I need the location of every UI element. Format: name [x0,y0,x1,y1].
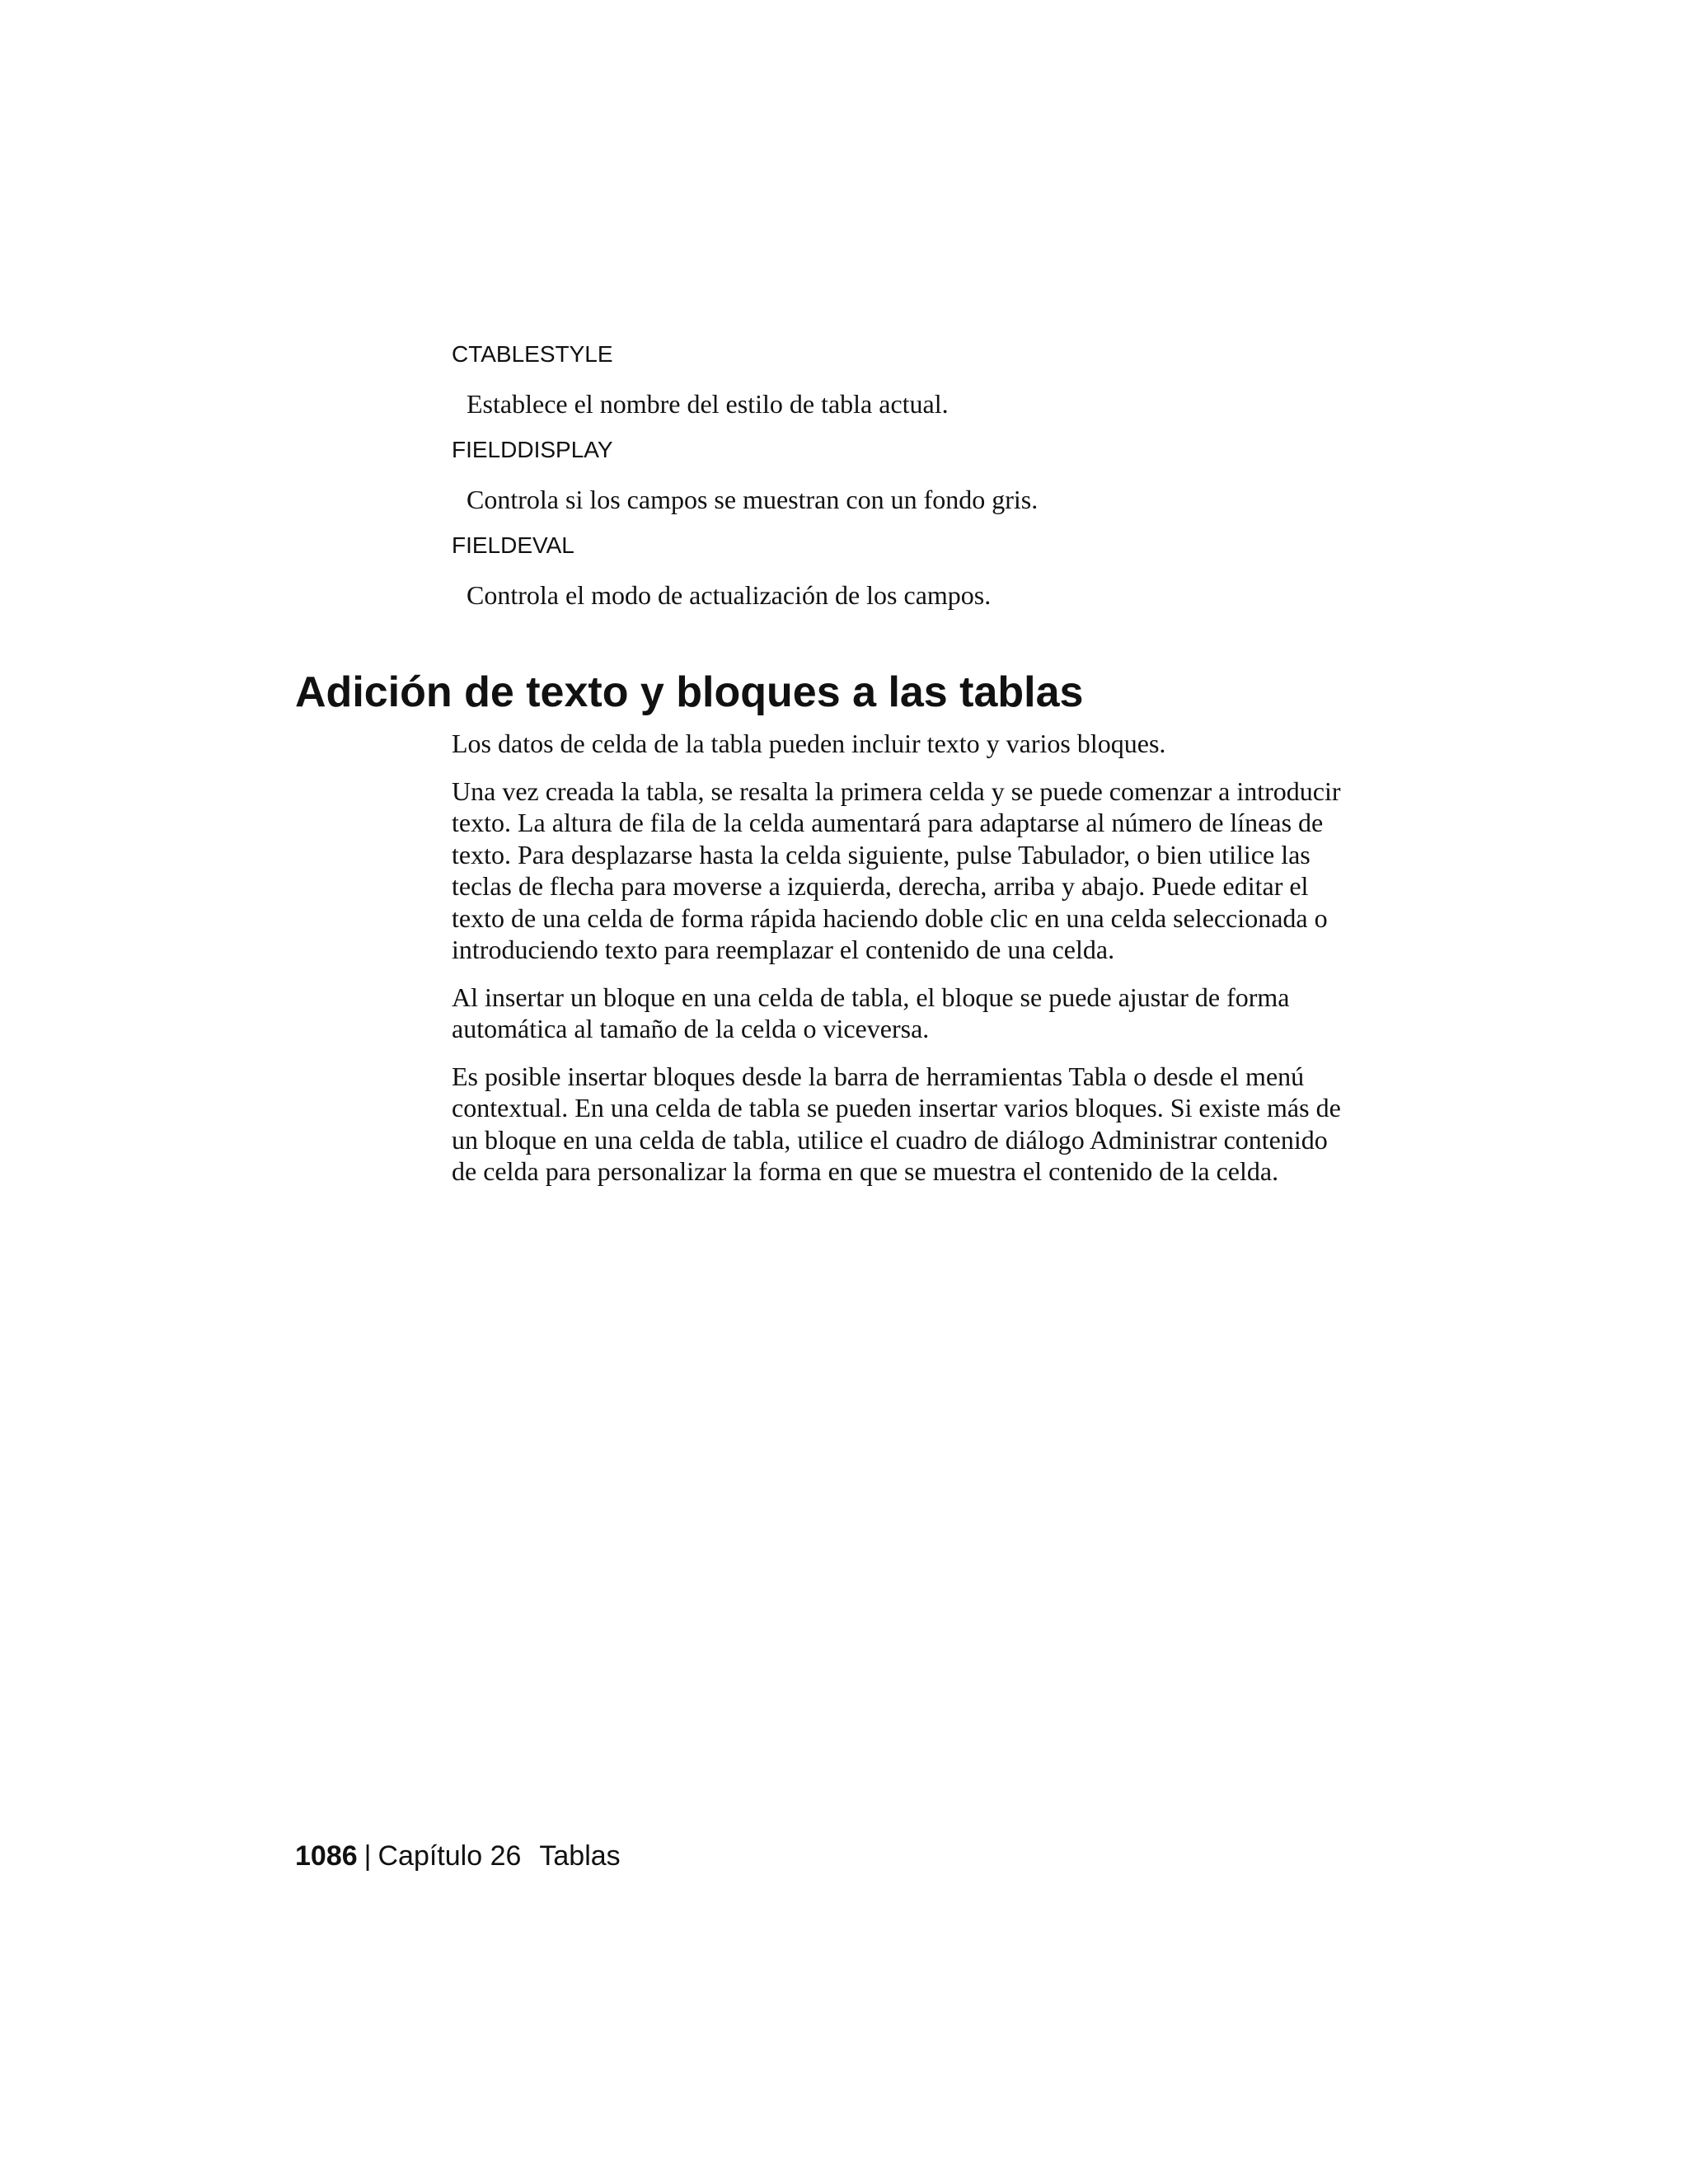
sysvar-description: Controla el modo de actualización de los campos. [467,580,992,610]
chapter-label: Capítulo 26 [377,1840,522,1872]
body-paragraph: Es posible insertar bloques desde la barra de herramientas Tabla o desde el menú contextual. En una celda de tabla se pueden insertar varios bloques. Si existe más de un bloque en una celda de tabla, utilice el cuadro de diálogo Administrar contenido de celda para personalizar la forma en que se muestra el contenido de la celda. [452,1061,1341,1186]
chapter-title: Tablas [539,1840,621,1872]
sysvar-name: CTABLESTYLE [452,341,613,367]
sysvar-description: Establece el nombre del estilo de tabla actual. [467,389,949,419]
page-number: 1086 [295,1840,358,1872]
sysvar-description: Controla si los campos se muestran con un fondo gris. [467,485,1039,514]
sysvar-name: FIELDDISPLAY [452,437,613,462]
body-paragraph: Los datos de celda de la tabla pueden incluir texto y varios bloques. [452,729,1166,758]
section-body [452,728,1342,1203]
footer-separator: | [363,1840,372,1872]
system-variables-list [452,340,1358,626]
body-paragraph: Al insertar un bloque en una celda de tabla, el bloque se puede ajustar de forma automática al tamaño de la celda o viceversa. [452,982,1290,1043]
section-heading: Adición de texto y bloques a las tablas [295,668,1084,716]
page-footer [295,1838,621,1874]
body-paragraph: Una vez creada la tabla, se resalta la primera celda y se puede comenzar a introducir texto. La altura de fila de la celda aumentará para adaptarse al número de líneas de texto. Para desplazarse hasta la celda siguiente, pulse Tabulador, o bien utilice las teclas de flecha para moverse a izquierda, derecha, arriba y abajo. Puede editar el texto de una celda de forma rápida haciendo doble clic en una celda seleccionada o introduciendo texto para reemplazar el contenido de una celda. [452,776,1341,964]
sysvar-name: FIELDEVAL [452,532,574,558]
